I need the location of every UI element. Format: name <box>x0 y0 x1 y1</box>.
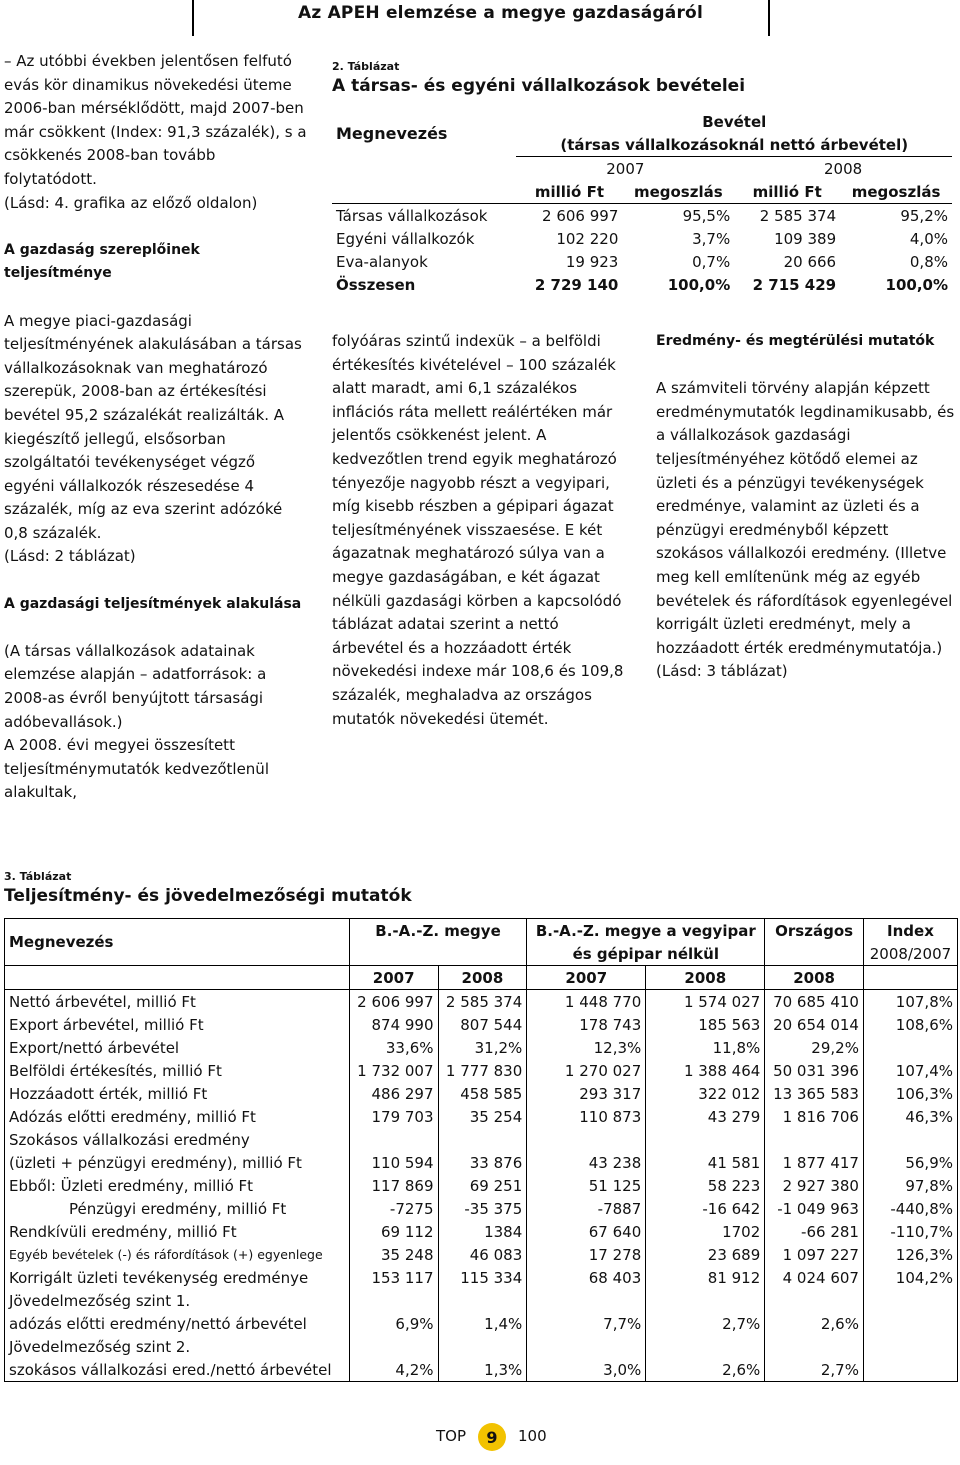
table-row: Eva-alanyok 19 923 0,7% 20 666 0,8% <box>336 252 948 271</box>
table-row: Adózás előtti eredmény, millió Ft 179 703 35 254 110 873 43 279 1 816 706 46,3% <box>5 1105 958 1128</box>
table-row: Belföldi értékesítés, millió Ft 1 732 007 1 777 830 1 270 027 1 388 464 50 031 396 107,4% <box>5 1059 958 1082</box>
table3-year: 2007 <box>527 966 646 990</box>
table2-subheader: millió Ft <box>752 182 822 201</box>
table3-year: 2008 <box>438 966 527 990</box>
table2-group-header: Bevétel <box>702 112 767 131</box>
table2-year: 2008 <box>734 157 952 181</box>
table2-title: A társas- és egyéni vállalkozások bevételei <box>332 76 746 96</box>
table-row: Export/nettó árbevétel 33,6% 31,2% 12,3% 11,8% 29,2% <box>5 1036 958 1059</box>
middle-column <box>332 330 634 731</box>
header-rule-right <box>768 0 770 36</box>
table-row: Jövedelmezőség szint 1. <box>5 1289 958 1312</box>
paragraph: A megye piaci-gazdasági teljesítményének alakulásában a társas vállalkozásoknak van meghatározó szerepük, 2008-ban az értékesítési bevétel 95,2 százalékát realizálták. A kiegészítő jellegű, elsősorban szolgáltatói tevékenységet végző egyéni vállalkozók részesedése 4 százalék, míg az eva szerint adózóké 0,8 százalék. <box>4 311 302 542</box>
page-number-badge: 9 <box>478 1423 506 1451</box>
table3-year: 2007 <box>349 966 438 990</box>
table-row: Ebből: Üzleti eredmény, millió Ft 117 869 69 251 51 125 58 223 2 927 380 97,8% <box>5 1174 958 1197</box>
table-row: Hozzáadott érték, millió Ft 486 297 458 585 293 317 322 012 13 365 583 106,3% <box>5 1082 958 1105</box>
table-row-total: Összesen 2 729 140 100,0% 2 715 429 100,0% <box>336 275 948 294</box>
running-title: Az APEH elemzése a megye gazdaságáról <box>298 3 703 23</box>
page-footer <box>0 1423 960 1453</box>
table2-subheader: megoszlás <box>851 182 941 201</box>
footer-right-text: 100 <box>518 1427 547 1445</box>
table-row: Export árbevétel, millió Ft 874 990 807 544 178 743 185 563 20 654 014 108,6% <box>5 1013 958 1036</box>
table3-header-national: Országos <box>765 919 864 943</box>
section-heading: A gazdaság szereplőinek teljesítménye <box>4 241 200 282</box>
table3-header-county-excl-sub: és gépipar nélkül <box>527 942 765 966</box>
paragraph: A számviteli törvény alapján képzett eredménymutatók legdinamikusabb, és a vállalkozások gazdasági teljesítményéhez kötődő elemei az üzleti és a pénzügyi tevékenységek eredménye, valamint az üzleti és a pénzügyi eredményből képzett szokásos vállalkozói eredmény. (Illetve meg kell említenünk még az egyéb bevételek és ráfordítások egyenlegével korrigált üzleti eredményt, mely a hozzáadott érték eredménymutatója.) <box>656 379 955 657</box>
paragraph: – Az utóbbi években jelentősen felfutó evás kör dinamikus növekedési üteme 2006-ban mérséklődött, majd 2007-ben már csökkent (Index: 91,3 százalék), s a csökkenés 2008-ban tovább folytatódott. <box>4 52 307 188</box>
table2-label: 2. Táblázat <box>332 60 400 73</box>
table3-header-index: Index <box>863 919 957 943</box>
table-row: Korrigált üzleti tevékenység eredménye 153 117 115 334 68 403 81 912 4 024 607 104,2% <box>5 1266 958 1289</box>
table-row: Társas vállalkozások 2 606 997 95,5% 2 585 374 95,2% <box>332 204 952 228</box>
table-row: Szokásos vállalkozási eredmény <box>5 1128 958 1151</box>
table3-title: Teljesítmény- és jövedelmezőségi mutatók <box>4 886 412 906</box>
table3-label: 3. Táblázat <box>4 870 72 883</box>
table3-header-county: B.-A.-Z. megye <box>349 919 527 943</box>
paragraph: folyóáras szintű indexük – a belföldi értékesítés kivételével – 100 százalék alatt maradt, ami 6,1 százalékos inflációs ráta mellett reálértéken már jelentős csökkenést jelent. A kedvezőtlen trend egyik meghatározó tényezője nagyobb részt a vegyipari, míg kisebb részben a gépipari ágazat teljesítményének visszaesése. E két ágazatnak meghatározó súlya van a megye gazdaságában, e két ágazat nélküli gazdasági körben a kapcsolódó táblázat adatai szerint a nettó árbevétel és a hozzáadott érték növekedési indexe már 108,6 és 109,8 százalék, meghaladva az országos mutatók növekedési ütemét. <box>332 332 624 728</box>
table-row: Nettó árbevétel, millió Ft 2 606 997 2 585 374 1 448 770 1 574 027 70 685 410 107,8% <box>5 990 958 1014</box>
paragraph-ref: (Lásd: 2 táblázat) <box>4 547 136 566</box>
section-heading: A gazdasági teljesítmények alakulása <box>4 595 302 612</box>
table3-year: 2008 <box>765 966 864 990</box>
paragraph: A 2008. évi megyei összesített teljesítménymutatók kedvezőtlenül alakultak, <box>4 736 269 802</box>
paragraph: (A társas vállalkozások adatainak elemzése alapján – adatforrások: a 2008-as évről benyújtott társasági adóbevallások.) <box>4 641 267 731</box>
left-column <box>4 50 310 805</box>
table-row: Egyéni vállalkozók 102 220 3,7% 109 389 4,0% <box>336 229 948 248</box>
table-row: (üzleti + pénzügyi eredmény), millió Ft 110 594 33 876 43 238 41 581 1 877 417 56,9% <box>5 1151 958 1174</box>
table-row: Jövedelmezőség szint 2. <box>5 1335 958 1358</box>
table2-year: 2007 <box>516 157 734 181</box>
header-rule-left <box>192 0 194 36</box>
table3-header-county-excl: B.-A.-Z. megye a vegyipar <box>527 919 765 943</box>
table-row: Pénzügyi eredmény, millió Ft -7275 -35 375 -7887 -16 642 -1 049 963 -440,8% <box>5 1197 958 1220</box>
right-column <box>656 330 958 684</box>
table2-subheader: millió Ft <box>534 182 604 201</box>
table-row: Egyéb bevételek (-) és ráfordítások (+) egyenlege 35 248 46 083 17 278 23 689 1 097 227 126,3% <box>5 1243 958 1266</box>
table3-col-name: Megnevezés <box>5 919 350 966</box>
table2-group-header-sub: (társas vállalkozásoknál nettó árbevétel) <box>560 135 909 154</box>
table3-year: 2008 <box>646 966 765 990</box>
paragraph-ref: (Lásd: 3 táblázat) <box>656 662 788 681</box>
table-row: szokásos vállalkozási ered./nettó árbevétel 4,2% 1,3% 3,0% 2,6% 2,7% <box>5 1358 958 1382</box>
section-heading: Eredmény- és megtérülési mutatók <box>656 333 935 349</box>
paragraph-ref: (Lásd: 4. grafika az előző oldalon) <box>4 193 258 212</box>
table-row: adózás előtti eredmény/nettó árbevétel 6,9% 1,4% 7,7% 2,7% 2,6% <box>5 1312 958 1335</box>
table2 <box>332 110 952 296</box>
table2-col-name: Megnevezés <box>336 123 448 143</box>
table2-subheader: megoszlás <box>633 182 723 201</box>
table-row: Rendkívüli eredmény, millió Ft 69 112 1384 67 640 1702 -66 281 -110,7% <box>5 1220 958 1243</box>
table3-header-index-sub: 2008/2007 <box>863 942 957 966</box>
table3 <box>4 918 958 1382</box>
footer-left-text: TOP <box>436 1427 467 1445</box>
